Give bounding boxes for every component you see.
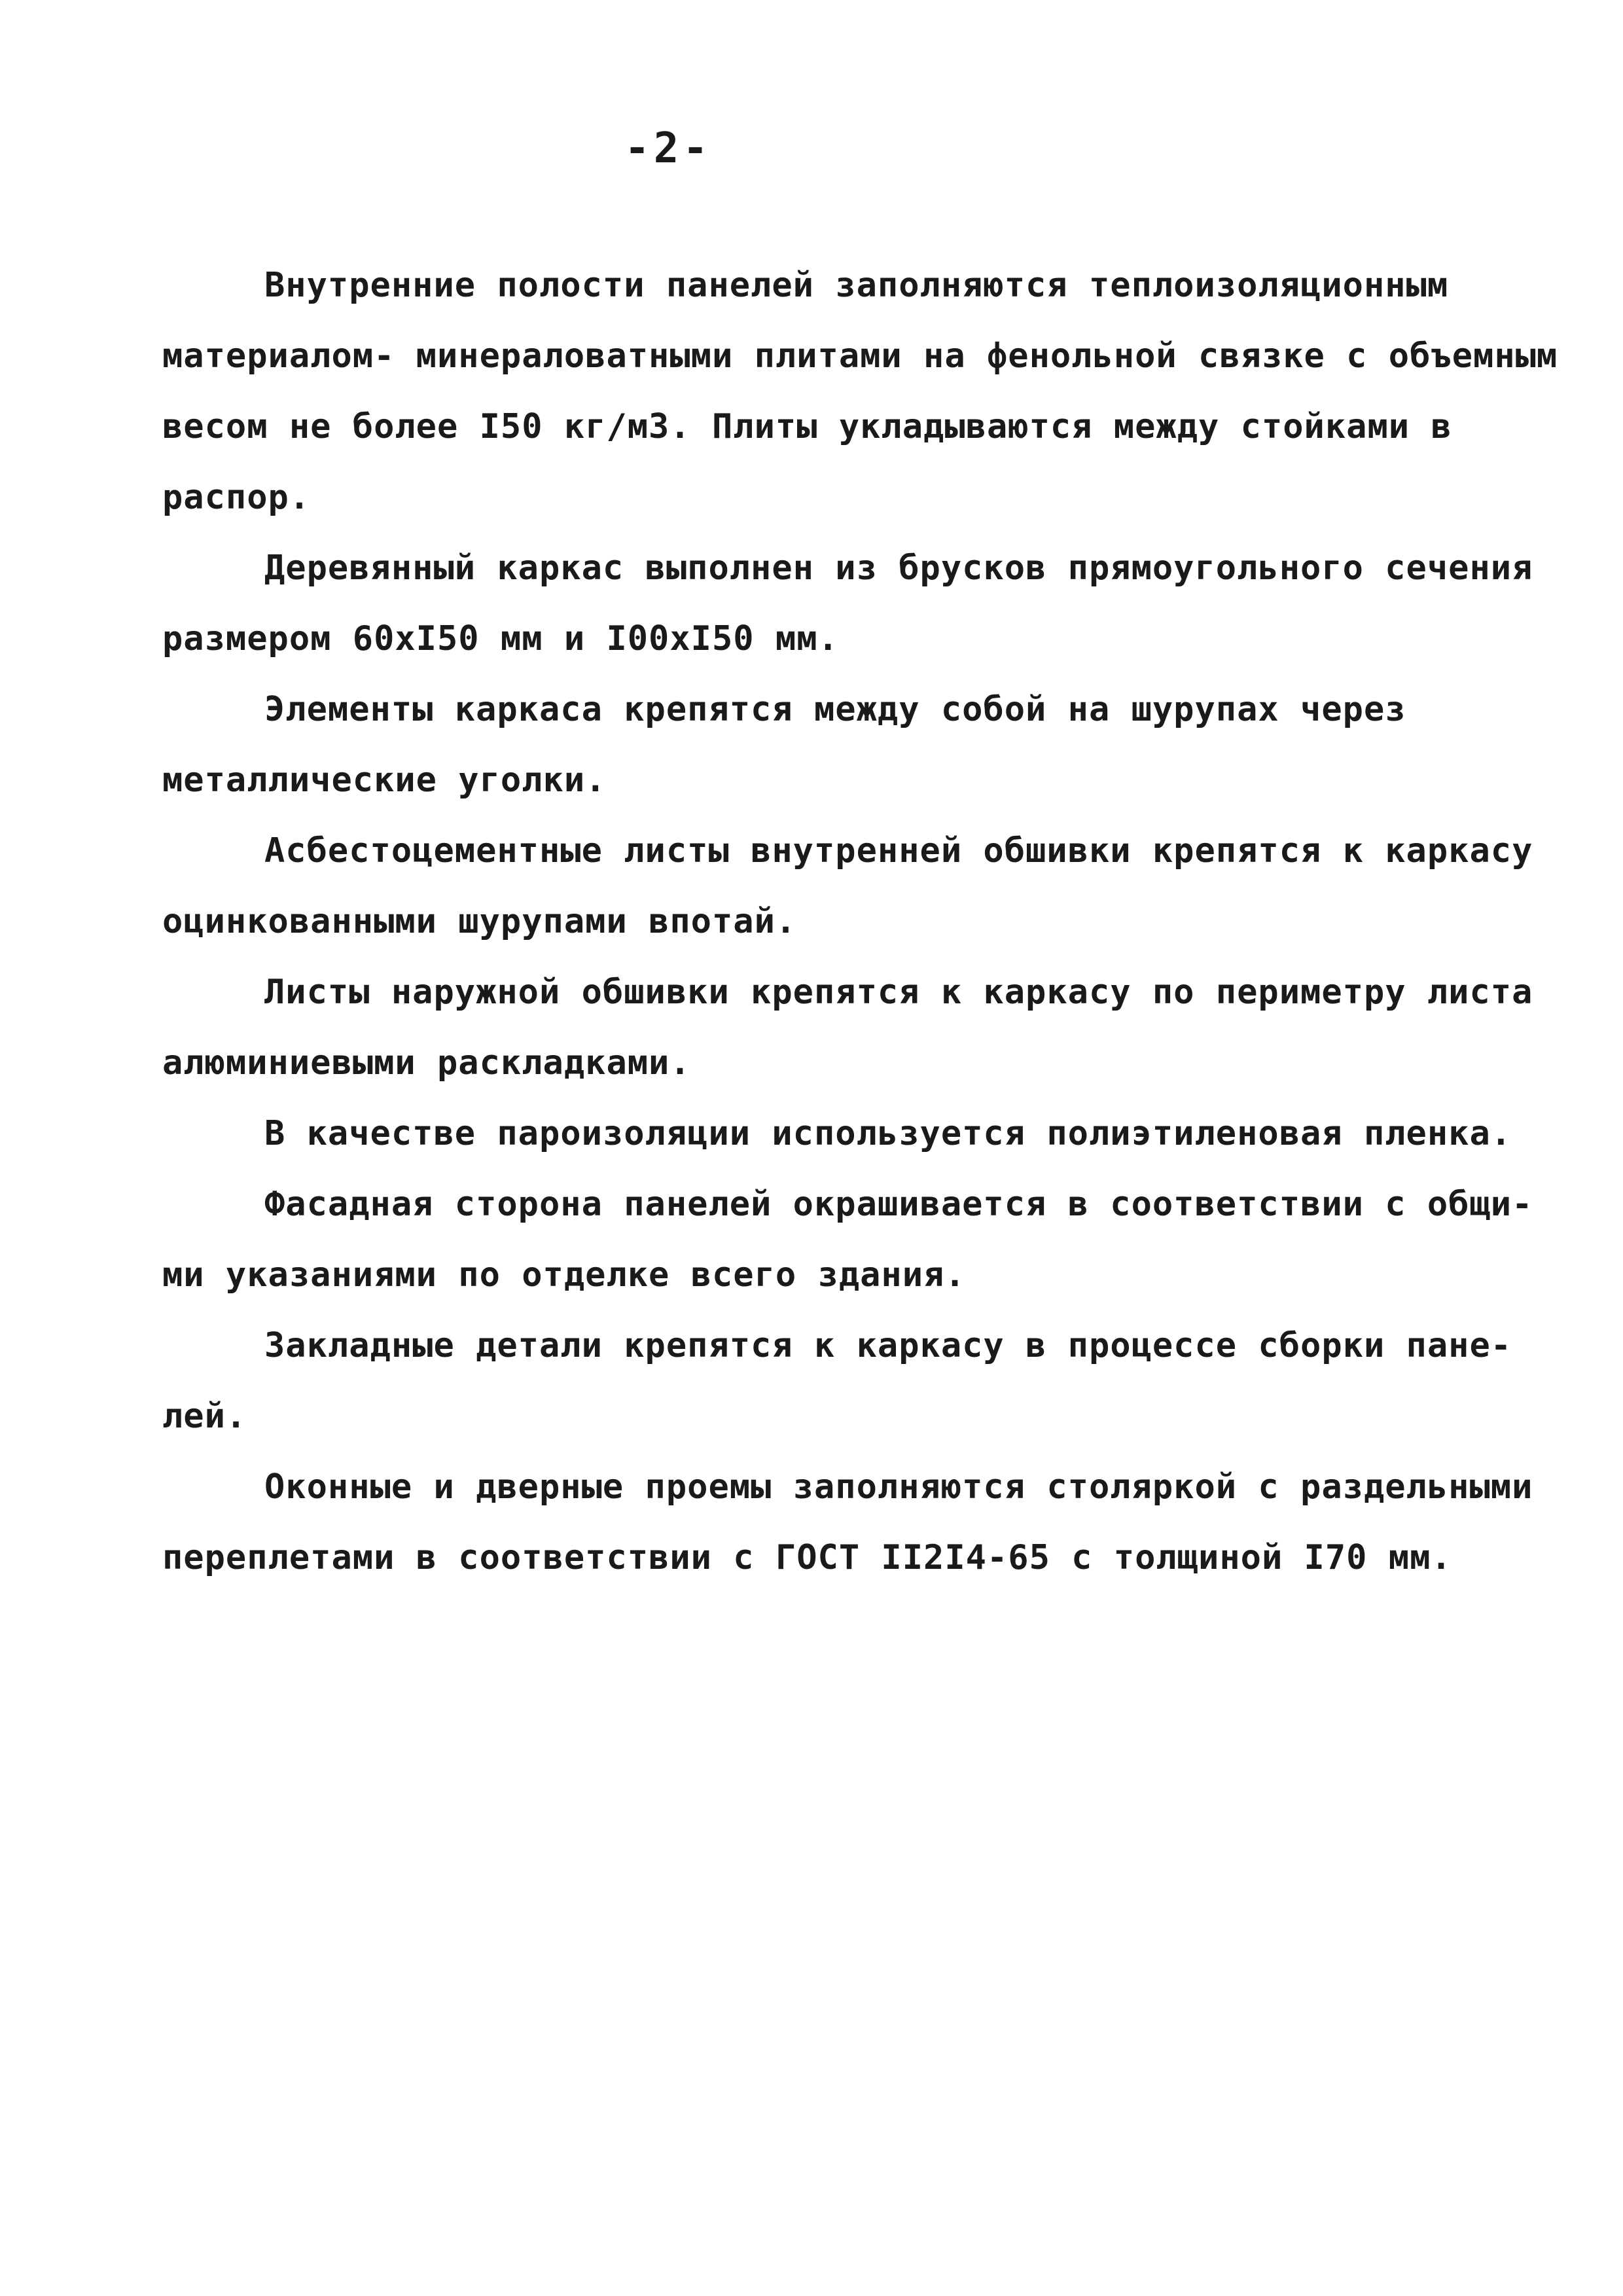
text-line: Закладные детали крепятся к каркасу в процессе сборки пане- xyxy=(264,1326,1512,1365)
text-line: Листы наружной обшивки крепятся к каркасу по периметру листа xyxy=(264,973,1533,1012)
text-line: Фасадная сторона панелей окрашивается в соответствии с общи- xyxy=(264,1185,1533,1224)
text-line: Деревянный каркас выполнен из брусков прямоугольного сечения xyxy=(264,548,1533,588)
paragraph-wooden-frame xyxy=(162,533,1533,674)
text-line: весом не более I50 кг/м3. Плиты укладываются между стойками в xyxy=(162,407,1452,446)
paragraph-outer-sheathing xyxy=(162,957,1533,1098)
text-line: оцинкованными шурупами впотай. xyxy=(162,902,797,941)
text-line: Асбестоцементные листы внутренней обшивки крепятся к каркасу xyxy=(264,831,1533,870)
paragraph-vapor-barrier xyxy=(162,1098,1512,1169)
text-line: распор. xyxy=(162,478,311,517)
text-line: Внутренние полости панелей заполняются теплоизоляционным xyxy=(264,266,1449,305)
paragraph-window-door-openings xyxy=(162,1452,1533,1593)
page-number: -2- xyxy=(624,124,712,173)
text-line: металлические уголки. xyxy=(162,761,607,800)
paragraph-inner-sheathing xyxy=(162,816,1533,957)
text-line: переплетами в соответствии с ГОСТ II2I4-65 с толщиной I70 мм. xyxy=(162,1538,1452,1577)
text-line: Элементы каркаса крепятся между собой на шурупах через xyxy=(264,690,1406,729)
text-line: алюминиевыми раскладками. xyxy=(162,1043,691,1083)
paragraph-insulation-filling xyxy=(162,250,1558,533)
text-line: В качестве пароизоляции используется полиэтиленовая пленка. xyxy=(264,1114,1512,1153)
text-line: Оконные и дверные проемы заполняются столяркой с раздельными xyxy=(264,1467,1533,1507)
text-line: материалом- минераловатными плитами на фенольной связке с объемным xyxy=(162,336,1558,376)
body-text xyxy=(162,250,1558,1593)
text-line: лей. xyxy=(162,1397,247,1436)
paragraph-frame-fastening xyxy=(162,674,1471,816)
text-line: размером 60хI50 мм и I00хI50 мм. xyxy=(162,619,839,658)
paragraph-embedded-parts xyxy=(162,1310,1512,1452)
paragraph-facade-painting xyxy=(162,1169,1533,1310)
text-line: ми указаниями по отделке всего здания. xyxy=(162,1255,966,1295)
